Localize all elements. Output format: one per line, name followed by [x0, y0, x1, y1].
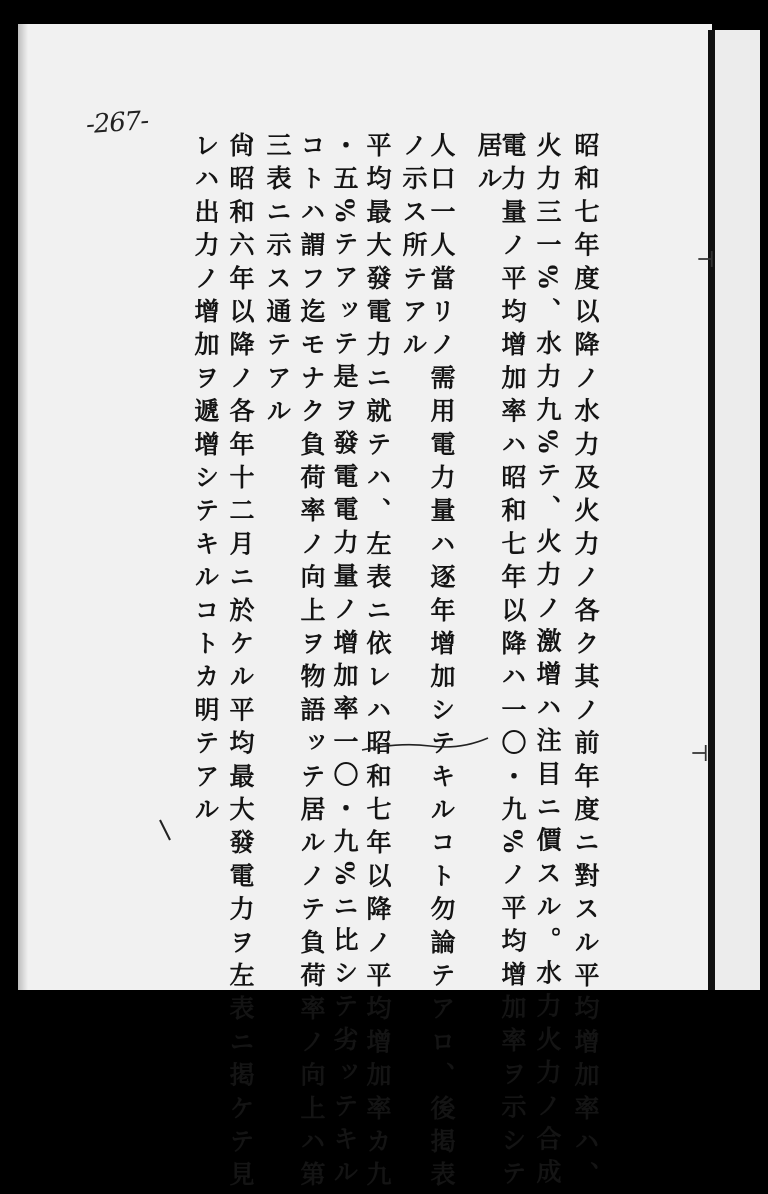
binding-edge: [708, 30, 715, 990]
text-column-7: 平均最大發電力ニ就テハ、左表ニ依レハ昭和七年以降ノ平均增加率カ九: [363, 132, 392, 1194]
binding-clip-icon: ⊣: [696, 248, 715, 273]
text-column-2: 火力三一%、水力九%テ、火力ノ激增ハ注目ニ價スル。水力火力ノ合成: [533, 132, 562, 1192]
text-column-10: 三表ニ示ス通テアル: [263, 132, 292, 431]
page-gutter-shadow: [18, 24, 28, 990]
text-column-1: 昭和七年度以降ノ水力及火力ノ各ク其ノ前年度ニ對スル平均增加率ハ、: [571, 132, 600, 1194]
text-column-6: ノ示ス所テアル: [399, 132, 428, 365]
margin-tick-mark: [158, 818, 172, 842]
pen-underline-mark: [360, 730, 490, 760]
text-column-5: 人口一人當リノ需用電力量ハ逐年增加シテキルコト勿論テアロ、後掲表: [427, 132, 456, 1194]
text-column-11: 尙昭和六年以降ノ各年十二月ニ於ケル平均最大發電力ヲ左表ニ掲ケテ見: [226, 132, 255, 1194]
text-column-4: 居ル: [474, 132, 503, 199]
binding-clip-icon: ⊣: [690, 742, 709, 767]
text-column-8: ・五%テアッテ是ヲ發電電力量ノ增加率一〇・九%ニ比シテ劣ッテキル: [330, 132, 359, 1192]
right-margin-strip: [712, 30, 760, 990]
page-number: -267-: [85, 105, 150, 141]
text-column-12: レハ出力ノ增加ヲ遞增シテキルコトカ明テアル: [191, 132, 220, 830]
text-column-9: コトハ謂フ迄モナク負荷率ノ向上ヲ物語ッテ居ルノテ負荷率ノ向上ハ第: [297, 132, 326, 1194]
text-column-3: 電力量ノ平均增加率ハ昭和七年以降ハ一〇・九%ノ平均增加率ヲ示シテ: [498, 132, 527, 1194]
